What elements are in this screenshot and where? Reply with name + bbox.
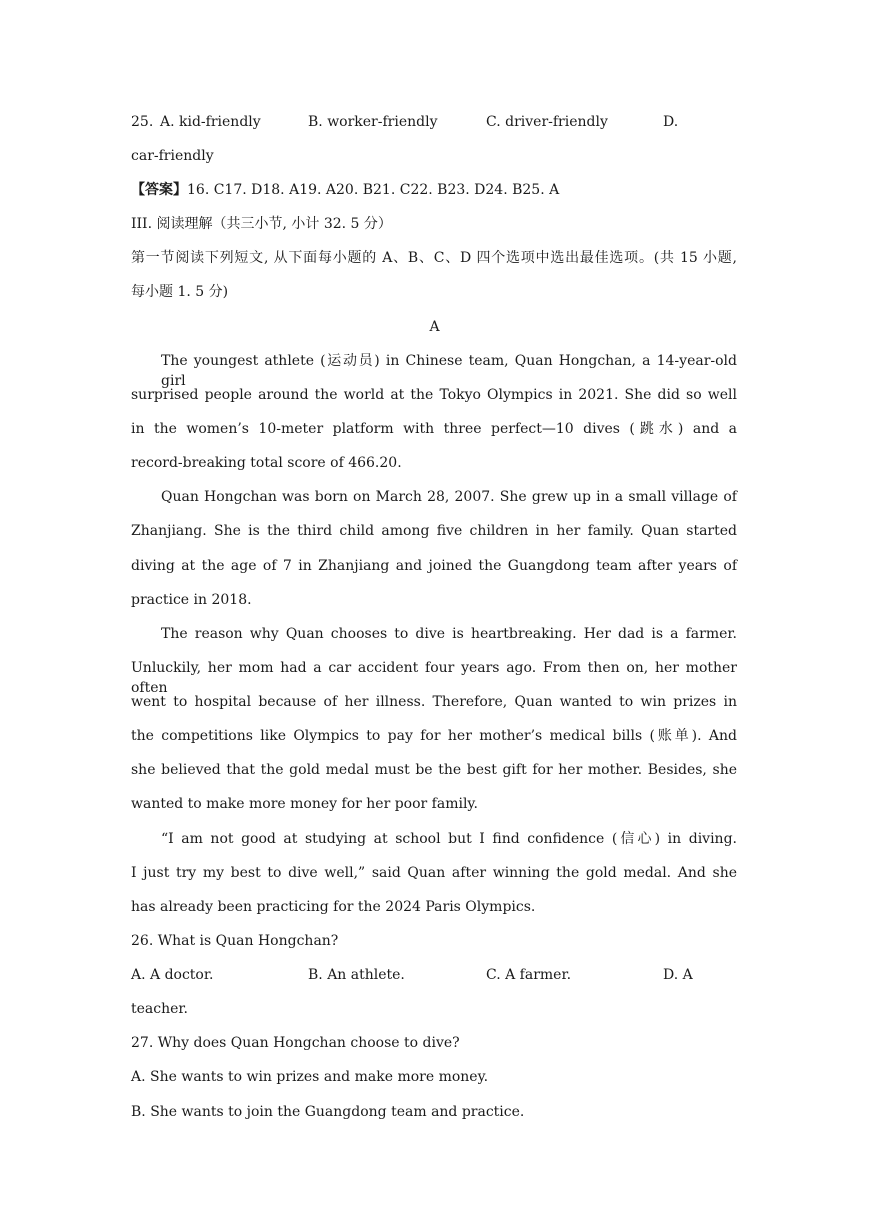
passage-line: diving at the age of 7 in Zhanjiang and joined the Guangdong team after years of — [131, 558, 737, 574]
q26-option-c: C. A farmer. — [486, 967, 572, 983]
q26-option-d-wrap: teacher. — [131, 1001, 189, 1017]
q25-option-c: C. driver-friendly — [486, 114, 608, 130]
answer-key — [131, 180, 559, 200]
passage-line: she believed that the gold medal must be the best gift for her mother. Besides, she — [131, 762, 737, 778]
q25-number: 25. — [131, 114, 154, 130]
q26-stem: 26. What is Quan Hongchan? — [131, 933, 339, 949]
passage-line: has already been practicing for the 2024 Paris Olympics. — [131, 899, 536, 915]
passage-title: A — [429, 319, 440, 335]
passage-line: Quan Hongchan was born on March 28, 2007. She grew up in a small village of — [161, 489, 737, 505]
passage-line: wanted to make more money for her poor family. — [131, 796, 478, 812]
passage-line: surprised people around the world at the Tokyo Olympics in 2021. She did so well — [131, 387, 737, 403]
q27-option-a: A. She wants to win prizes and make more money. — [131, 1069, 489, 1085]
q25-option-b: B. worker-friendly — [308, 114, 438, 130]
q27-option-b: B. She wants to join the Guangdong team and practice. — [131, 1104, 525, 1120]
q25-option-a: A. kid-friendly — [160, 114, 261, 130]
section-instruction: 第一节阅读下列短文, 从下面每小题的 A、B、C、D 四个选项中选出最佳选项。(共 15 小题, — [131, 250, 737, 266]
q25-option-d: D. — [663, 114, 679, 130]
passage-line: the competitions like Olympics to pay for her mother’s medical bills (账单). And — [131, 728, 737, 744]
passage-line: I just try my best to dive well,” said Quan after winning the gold medal. And she — [131, 865, 737, 881]
q27-stem: 27. Why does Quan Hongchan choose to dive? — [131, 1035, 460, 1051]
passage-line: The youngest athlete (运动员) in Chinese team, Quan Hongchan, a 14-year-old girl — [161, 353, 737, 389]
q26-option-b: B. An athlete. — [308, 967, 405, 983]
q26-option-a: A. A doctor. — [131, 967, 214, 983]
passage-line: Zhanjiang. She is the third child among five children in her family. Quan started — [131, 523, 737, 539]
passage-line: The reason why Quan chooses to dive is heartbreaking. Her dad is a farmer. — [161, 626, 737, 642]
q26-option-d: D. A — [663, 967, 693, 983]
answer-label: 【答案】 — [131, 182, 187, 198]
passage-line: in the women’s 10-meter platform with three perfect—10 dives (跳水) and a — [131, 421, 737, 437]
q25-option-d-wrap: car-friendly — [131, 148, 214, 164]
answer-text: 16. C17. D18. A19. A20. B21. C22. B23. D24. B25. A — [187, 182, 560, 198]
passage-line: practice in 2018. — [131, 592, 252, 608]
passage-line: record-breaking total score of 466.20. — [131, 455, 402, 471]
section-heading: III. 阅读理解（共三小节, 小计 32. 5 分） — [131, 216, 392, 232]
passage-line: Unluckily, her mom had a car accident four years ago. From then on, her mother often — [131, 660, 737, 696]
passage-line: went to hospital because of her illness. Therefore, Quan wanted to win prizes in — [131, 694, 737, 710]
section-instruction-cont: 每小题 1. 5 分) — [131, 284, 229, 300]
passage-line: “I am not good at studying at school but I find confidence (信心) in diving. — [161, 831, 737, 847]
